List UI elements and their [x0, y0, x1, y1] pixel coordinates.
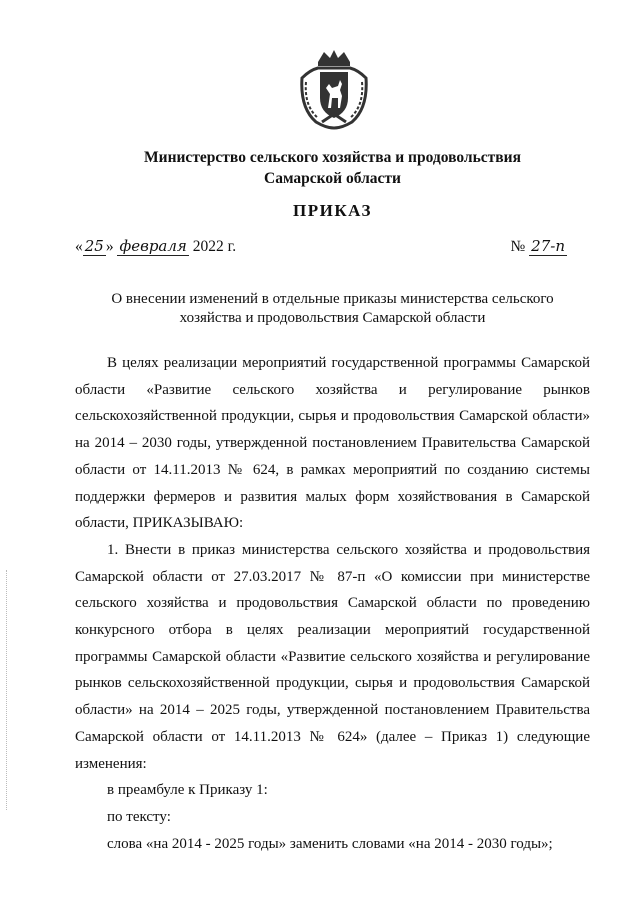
subject-line2: хозяйства и продовольствия Самарской области [179, 310, 486, 326]
margin-stamp-trace [6, 570, 9, 810]
ministry-name [60, 147, 605, 189]
order-body [75, 350, 590, 857]
paragraph-replace-words: слова «на 2014 - 2025 годы» заменить словами «на 2014 - 2030 годы»; [107, 835, 553, 852]
ministry-name-line1: Министерство сельского хозяйства и продовольствия [144, 149, 521, 166]
samara-coat-of-arms-icon [296, 48, 372, 130]
date-day: 25 [84, 237, 104, 255]
order-number [511, 237, 568, 256]
number-value: 27-п [531, 237, 565, 255]
paragraph-preamble: В целях реализации мероприятий государственной программы Самарской области «Развитие сельского хозяйства и регулирование рынков сельскохозяйственной продукции, сырья и продовольствия Самарской области» на 2014 – 2030 годы, утвержденной постановлением Правительства Самарской области от 14.11.2013 № 624, в рамках мероприятий по созданию системы поддержки фермеров и развития малых форм хозяйствования в Самарской области, ПРИКАЗЫВАЮ: [75, 355, 590, 532]
paragraph-by-text: по тексту: [107, 808, 171, 825]
date-year: 2022 г. [192, 238, 237, 255]
document-type: ПРИКАЗ [293, 201, 372, 220]
paragraph-preamble-ref: в преамбуле к Приказу 1: [107, 782, 268, 799]
number-prefix: № [510, 238, 526, 255]
date-close-quote: » [105, 238, 114, 255]
paragraph-item-1: 1. Внести в приказ министерства сельского хозяйства и продовольствия Самарской области от 27.03.2017 № 87-п «О комиссии при министерстве сельского хозяйства и продовольствия Самарской области по проведению конкурсного отбора в целях реализации мероприятий государственной программы Самарской области «Развитие сельского хозяйства и регулирование рынков сельскохозяйственной продукции, сырья и продовольствия Самарской области» на 2014 – 2025 годы, утвержденной постановлением Правительства Самарской области от 14.11.2013 № 624» (далее – Приказ 1) следующие изменения: [75, 541, 590, 772]
ministry-name-line2: Самарской области [264, 170, 401, 187]
date-month: февраля [119, 237, 187, 255]
order-date [75, 237, 236, 256]
date-open-quote: « [75, 238, 83, 255]
subject-line1: О внесении изменений в отдельные приказы министерства сельского [111, 291, 554, 307]
order-subject [75, 290, 590, 328]
